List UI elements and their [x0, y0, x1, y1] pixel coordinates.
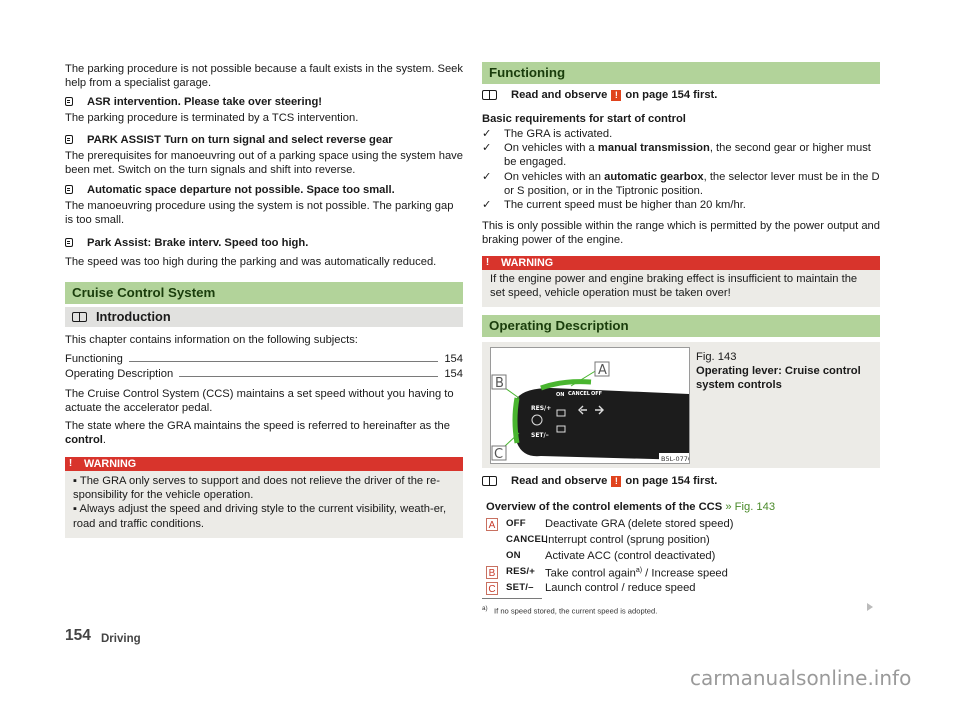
figure-label-a: A	[598, 363, 607, 378]
subsection-introduction: Introduction	[65, 307, 463, 327]
control-row-res	[486, 564, 880, 580]
figure-label-b: B	[495, 376, 504, 391]
read-observe-2[interactable]: Read and observe ! on page 154 first.	[482, 474, 717, 488]
warning-box-left	[65, 457, 463, 538]
overview-title: Overview of the control elements of the CCS » Fig. 143	[486, 501, 776, 513]
message-icon	[65, 135, 73, 144]
section-title-operating: Operating Description	[482, 315, 880, 337]
warning-title: ! WARNING	[482, 256, 880, 270]
book-icon	[482, 476, 497, 486]
message-1	[65, 95, 463, 125]
lever-res-label: RES/+	[531, 405, 552, 412]
message-title: Automatic space departure not possible. Space too small.	[65, 183, 463, 197]
footnote-rule	[482, 598, 542, 599]
control-desc: Interrupt control (sprung position)	[545, 533, 710, 546]
control-key: SET/–	[506, 581, 534, 593]
warning-icon: !	[611, 90, 621, 101]
para-control: The state where the GRA maintains the speed is referred to hereinafter as the control.	[65, 420, 450, 447]
check-item: ✓ The current speed must be higher than 20 km/hr.	[482, 199, 746, 212]
control-letter: C	[486, 582, 498, 595]
message-4	[65, 236, 463, 269]
message-body: The prerequisites for manoeuvring out of a parking space using the system have been met. Switch on the turn signals and shift into reverse.	[65, 150, 463, 177]
toc-item-functioning[interactable]: Functioning 154	[65, 353, 463, 365]
watermark: carmanualsonline.info	[690, 666, 912, 690]
lever-cancel-label: CANCEL	[568, 391, 590, 397]
figure-reference-link[interactable]: » Fig. 143	[725, 501, 776, 513]
warning-icon: !	[65, 457, 76, 471]
warning-item: ▪ Always adjust the speed and driving style to the current visibility, weath-er, road and traffic conditions.	[73, 503, 447, 530]
control-desc: Deactivate GRA (delete stored speed)	[545, 517, 734, 530]
control-key: RES/+	[506, 565, 535, 577]
message-icon	[65, 238, 73, 247]
cruise-lever-drawing	[491, 348, 689, 463]
intro-text: The parking procedure is not possible because a fault exists in the system. Seek help from a specialist garage.	[65, 63, 463, 90]
figure-label-c: C	[494, 447, 504, 462]
check-item: ✓ On vehicles with a manual transmission, the second gear or higher must be engaged.	[482, 142, 871, 169]
warning-box-right	[482, 256, 880, 307]
range-text: This is only possible within the range which is permitted by the power output and braking power of the engine.	[482, 220, 880, 247]
check-icon: ✓	[482, 170, 492, 183]
basic-req-title: Basic requirements for start of control	[482, 113, 686, 125]
control-letter: B	[486, 566, 498, 579]
message-body: The parking procedure is terminated by a TCS intervention.	[65, 112, 359, 125]
chapter-intro: This chapter contains information on the following subjects:	[65, 334, 358, 346]
message-body: The speed was too high during the parking and was automatically reduced.	[65, 256, 437, 269]
warning-item: ▪ The GRA only serves to support and does not relieve the driver of the re-sponsibility for the vehicle operation.	[73, 475, 440, 502]
control-desc: Activate ACC (control deactivated)	[545, 549, 716, 562]
toc-item-operating-description[interactable]: Operating Description 154	[65, 368, 463, 380]
book-icon	[72, 312, 87, 322]
control-row-off	[486, 516, 880, 532]
lever-illustration	[490, 347, 690, 464]
section-title-functioning: Functioning	[482, 62, 880, 84]
para-ccs: The Cruise Control System (CCS) maintains a set speed without you having to actuate the accelerator pedal.	[65, 388, 454, 415]
control-desc: Launch control / reduce speed	[545, 581, 696, 594]
message-title: PARK ASSIST Turn on turn signal and select reverse gear	[65, 133, 463, 147]
message-icon	[65, 97, 73, 106]
warning-text: If the engine power and engine braking effect is insufficient to maintain the set speed, vehicle operation must be taken over!	[490, 273, 858, 300]
figure-caption: Fig. 143 Operating lever: Cruise control system controls	[696, 351, 861, 391]
check-icon: ✓	[482, 128, 492, 140]
control-desc: Take control again$^{a)}$ / Increase speed	[545, 566, 728, 580]
controls-list	[486, 516, 880, 596]
message-2	[65, 133, 463, 178]
figure-code: B5L-0776	[661, 455, 689, 463]
book-icon	[482, 90, 497, 100]
control-letter: A	[486, 518, 498, 531]
page-number: 154	[65, 627, 91, 644]
figure-143	[482, 342, 880, 468]
warning-icon: !	[482, 256, 493, 270]
control-key: CANCEL	[506, 533, 548, 545]
message-title: Park Assist: Brake interv. Speed too high.	[65, 236, 463, 250]
check-list	[482, 127, 880, 212]
lever-on-label: ON	[556, 392, 565, 398]
message-3	[65, 183, 463, 228]
message-icon	[65, 185, 73, 194]
message-title: ASR intervention. Please take over steering!	[65, 95, 463, 109]
check-item: ✓ The GRA is activated.	[482, 128, 613, 140]
control-row-on	[486, 548, 880, 564]
footer-section: Driving	[101, 633, 141, 645]
control-key: OFF	[506, 517, 526, 529]
control-key: ON	[506, 549, 521, 561]
control-row-cancel	[486, 532, 880, 548]
lever-off-label: OFF	[591, 391, 603, 397]
check-icon: ✓	[482, 199, 492, 212]
warning-title: ! WARNING	[65, 457, 463, 471]
check-icon: ✓	[482, 142, 492, 155]
read-observe-1[interactable]: Read and observe ! on page 154 first.	[482, 88, 717, 102]
next-page-arrow-icon[interactable]	[867, 603, 873, 611]
footnote: $^{a)}$ If no speed stored, the current speed is adopted.	[482, 605, 658, 616]
section-title-cruise-control: Cruise Control System	[65, 282, 463, 304]
message-body: The manoeuvring procedure using the system is not possible. The parking gap is too small.	[65, 200, 454, 227]
control-row-set	[486, 580, 880, 596]
warning-icon: !	[611, 476, 621, 487]
check-item: ✓ On vehicles with an automatic gearbox, the selector lever must be in the D or S position, or in the Tiptronic position.	[482, 170, 880, 197]
lever-set-label: SET/–	[531, 432, 549, 439]
